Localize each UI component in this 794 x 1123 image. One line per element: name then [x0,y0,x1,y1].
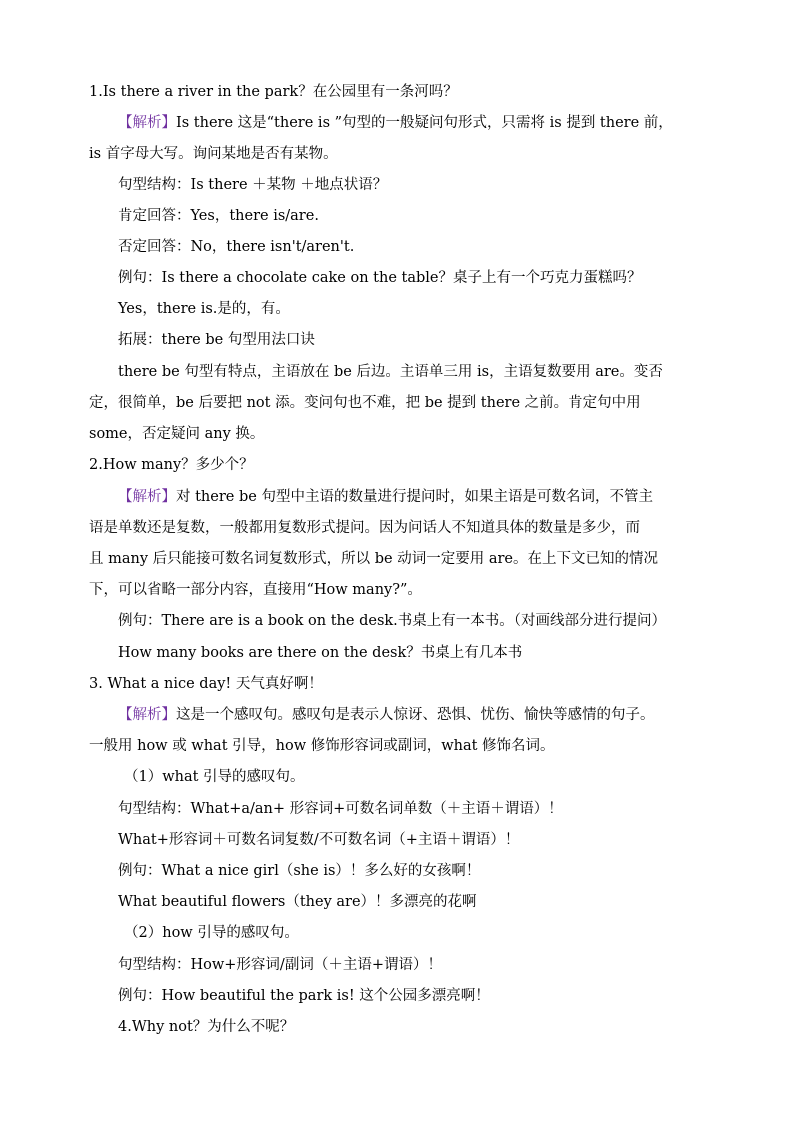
section-3-structure-3: 句型结构：How+形容词/副词（＋主语+谓语）！ [118,957,442,973]
section-1-rhyme-line-2: 定，很简单，be 后要把 not 添。变问句也不难，把 be 提到 there 之前。肯定句中用 [89,395,641,411]
section-3-structure-1: 句型结构：What+a/an+ 形容词+可数名词单数（＋主语＋谓语）！ [118,801,563,817]
section-2-example: 例句：There are is a book on the desk.书桌上有一本书。（对画线部分进行提问） [118,613,667,629]
section-3-sub-heading-1: （1）what 引导的感叹句。 [124,769,305,785]
section-2-heading: 2.How many？多少个？ [89,457,254,473]
section-2-analysis [0,487,794,507]
section-3-sub-heading-2: （2）how 引导的感叹句。 [124,925,299,941]
section-2-analysis-cont-3: 下，可以省略一部分内容，直接用“How many?”。 [89,582,422,598]
section-1-example: 例句：Is there a chocolate cake on the table？桌子上有一个巧克力蛋糕吗？ [118,270,642,286]
section-2-analysis-cont-2: 且 many 后只能接可数名词复数形式，所以 be 动词一定要用 are。在上下文已知的情况 [89,551,658,567]
section-1-no-answer: 否定回答：No，there isn't/aren't. [118,239,355,255]
section-1-example-answer: Yes，there is.是的，有。 [118,301,290,317]
analysis-tag: 【解析】 [118,707,176,723]
section-3-example-3: 例句：How beautiful the park is! 这个公园多漂亮啊！ [118,988,490,1004]
analysis-tag: 【解析】 [118,115,176,131]
section-2-example-answer: How many books are there on the desk？书桌上有几本书 [118,645,523,661]
section-2-analysis-cont-1: 语是单数还是复数，一般都用复数形式提问。因为问话人不知道具体的数量是多少，而 [89,520,640,536]
section-1-structure: 句型结构：Is there ＋某物 ＋地点状语？ [118,177,388,193]
section-3-example-1: 例句：What a nice girl（she is）！多么好的女孩啊！ [118,863,481,879]
section-3-analysis-cont: 一般用 how 或 what 引导，how 修饰形容词或副词，what 修饰名词。 [89,738,555,754]
section-3-analysis [0,705,794,725]
section-2-analysis-text: 对 there be 句型中主语的数量进行提问时，如果主语是可数名词，不管主 [176,489,653,505]
section-1-extend: 拓展：there be 句型用法口诀 [118,332,315,348]
section-1-yes-answer: 肯定回答：Yes，there is/are. [118,208,319,224]
section-1-analysis [0,113,794,133]
section-1-rhyme-line-1: there be 句型有特点，主语放在 be 后边。主语单三用 is，主语复数要用 are。变否 [118,364,663,380]
section-4-heading: 4.Why not？为什么不呢？ [118,1019,295,1035]
section-3-analysis-text: 这是一个感叹句。感叹句是表示人惊讶、恐惧、忧伤、愉快等感情的句子。 [176,707,655,723]
section-3-example-2: What beautiful flowers（they are）！多漂亮的花啊 [118,894,477,910]
section-3-heading: 3. What a nice day! 天气真好啊！ [89,676,323,692]
section-1-rhyme-line-3: some，否定疑问 any 换。 [89,426,265,442]
section-3-structure-2: What+形容词＋可数名词复数/不可数名词（+主语＋谓语）！ [118,832,520,848]
section-1-analysis-text: Is there 这是“there is ”句型的一般疑问句形式，只需将 is 提到 there 前， [176,115,673,131]
section-1-analysis-cont: is 首字母大写。询问某地是否有某物。 [89,146,338,162]
analysis-tag: 【解析】 [118,489,176,505]
section-1-heading: 1.Is there a river in the park？在公园里有一条河吗？ [89,84,458,100]
